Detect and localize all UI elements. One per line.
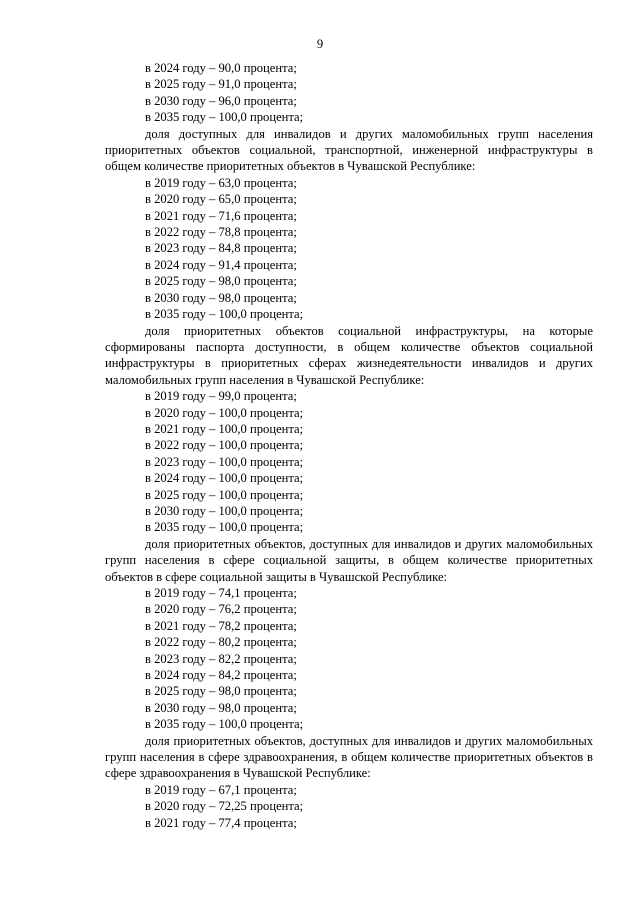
- list-item: в 2030 году – 100,0 процента;: [145, 503, 304, 518]
- list-item: в 2025 году – 100,0 процента;: [145, 487, 304, 502]
- paragraph: доля доступных для инвалидов и других маломобильных групп населения приоритетных объектов социальной, транспортной, инженерной инфраструктуры в общем количестве приоритетных объектов в Чувашской Республике:: [105, 126, 593, 174]
- list-item: в 2019 году – 63,0 процента;: [145, 175, 297, 190]
- page-number: 9: [316, 37, 324, 51]
- list-item: в 2019 году – 74,1 процента;: [145, 586, 297, 600]
- paragraph: доля приоритетных объектов, доступных для инвалидов и других маломобильных групп населения в сфере социальной защиты, в общем количестве приоритетных объектов в сфере социальной защиты в Чувашской Республике:: [105, 536, 593, 584]
- list-item: в 2030 году – 98,0 процента;: [145, 290, 297, 305]
- list-item: в 2035 году – 100,0 процента;: [145, 307, 304, 322]
- list-item: в 2030 году – 98,0 процента;: [145, 700, 297, 715]
- list-item: в 2020 году – 65,0 процента;: [145, 192, 297, 207]
- paragraph: доля приоритетных объектов, доступных для инвалидов и других маломобильных групп населения в сфере здравоохранения, в общем количестве приоритетных объектов в сфере здравоохранения в Чувашской Республике:: [105, 733, 593, 781]
- list-item: в 2035 году – 100,0 процента;: [145, 717, 304, 732]
- list-item: в 2025 году – 98,0 процента;: [145, 684, 297, 699]
- list-item: в 2020 году – 100,0 процента;: [145, 405, 304, 420]
- paragraph: доля приоритетных объектов социальной инфраструктуры, на которые сформированы паспорта доступности, в общем количестве объектов социальной инфраструктуры в приоритетных сферах жизнедеятельности инвалидов и других маломобильных групп населения в Чувашской Республике:: [105, 323, 593, 387]
- list-item: в 2023 году – 82,2 процента;: [145, 651, 297, 666]
- list-item: в 2024 году – 100,0 процента;: [145, 471, 304, 486]
- list-item: в 2025 году – 98,0 процента;: [145, 274, 297, 289]
- document-body: [105, 60, 593, 831]
- list-item: в 2020 году – 76,2 процента;: [145, 602, 297, 617]
- list-item: в 2022 году – 100,0 процента;: [145, 438, 304, 453]
- list-item: в 2025 году – 91,0 процента;: [145, 77, 297, 92]
- list-item: в 2019 году – 67,1 процента;: [145, 782, 297, 797]
- list-item: в 2035 году – 100,0 процента;: [145, 110, 304, 125]
- list-item: в 2024 году – 84,2 процента;: [145, 668, 297, 683]
- list-item: в 2019 году – 99,0 процента;: [145, 389, 297, 404]
- list-item: в 2021 году – 78,2 процента;: [145, 618, 297, 633]
- list-item: в 2023 году – 84,8 процента;: [145, 241, 297, 256]
- list-item: в 2022 году – 80,2 процента;: [145, 635, 297, 650]
- list-item: в 2023 году – 100,0 процента;: [145, 454, 304, 469]
- list-item: в 2030 году – 96,0 процента;: [145, 93, 297, 108]
- list-item: в 2022 году – 78,8 процента;: [145, 225, 297, 240]
- list-item: в 2024 году – 91,4 процента;: [145, 257, 297, 272]
- list-item: в 2021 году – 77,4 процента;: [145, 815, 297, 830]
- list-item: в 2024 году – 90,0 процента;: [145, 61, 297, 75]
- list-item: в 2020 году – 72,25 процента;: [145, 799, 304, 814]
- list-item: в 2021 году – 100,0 процента;: [145, 421, 304, 436]
- list-item: в 2021 году – 71,6 процента;: [145, 208, 297, 223]
- list-item: в 2035 году – 100,0 процента;: [145, 520, 304, 535]
